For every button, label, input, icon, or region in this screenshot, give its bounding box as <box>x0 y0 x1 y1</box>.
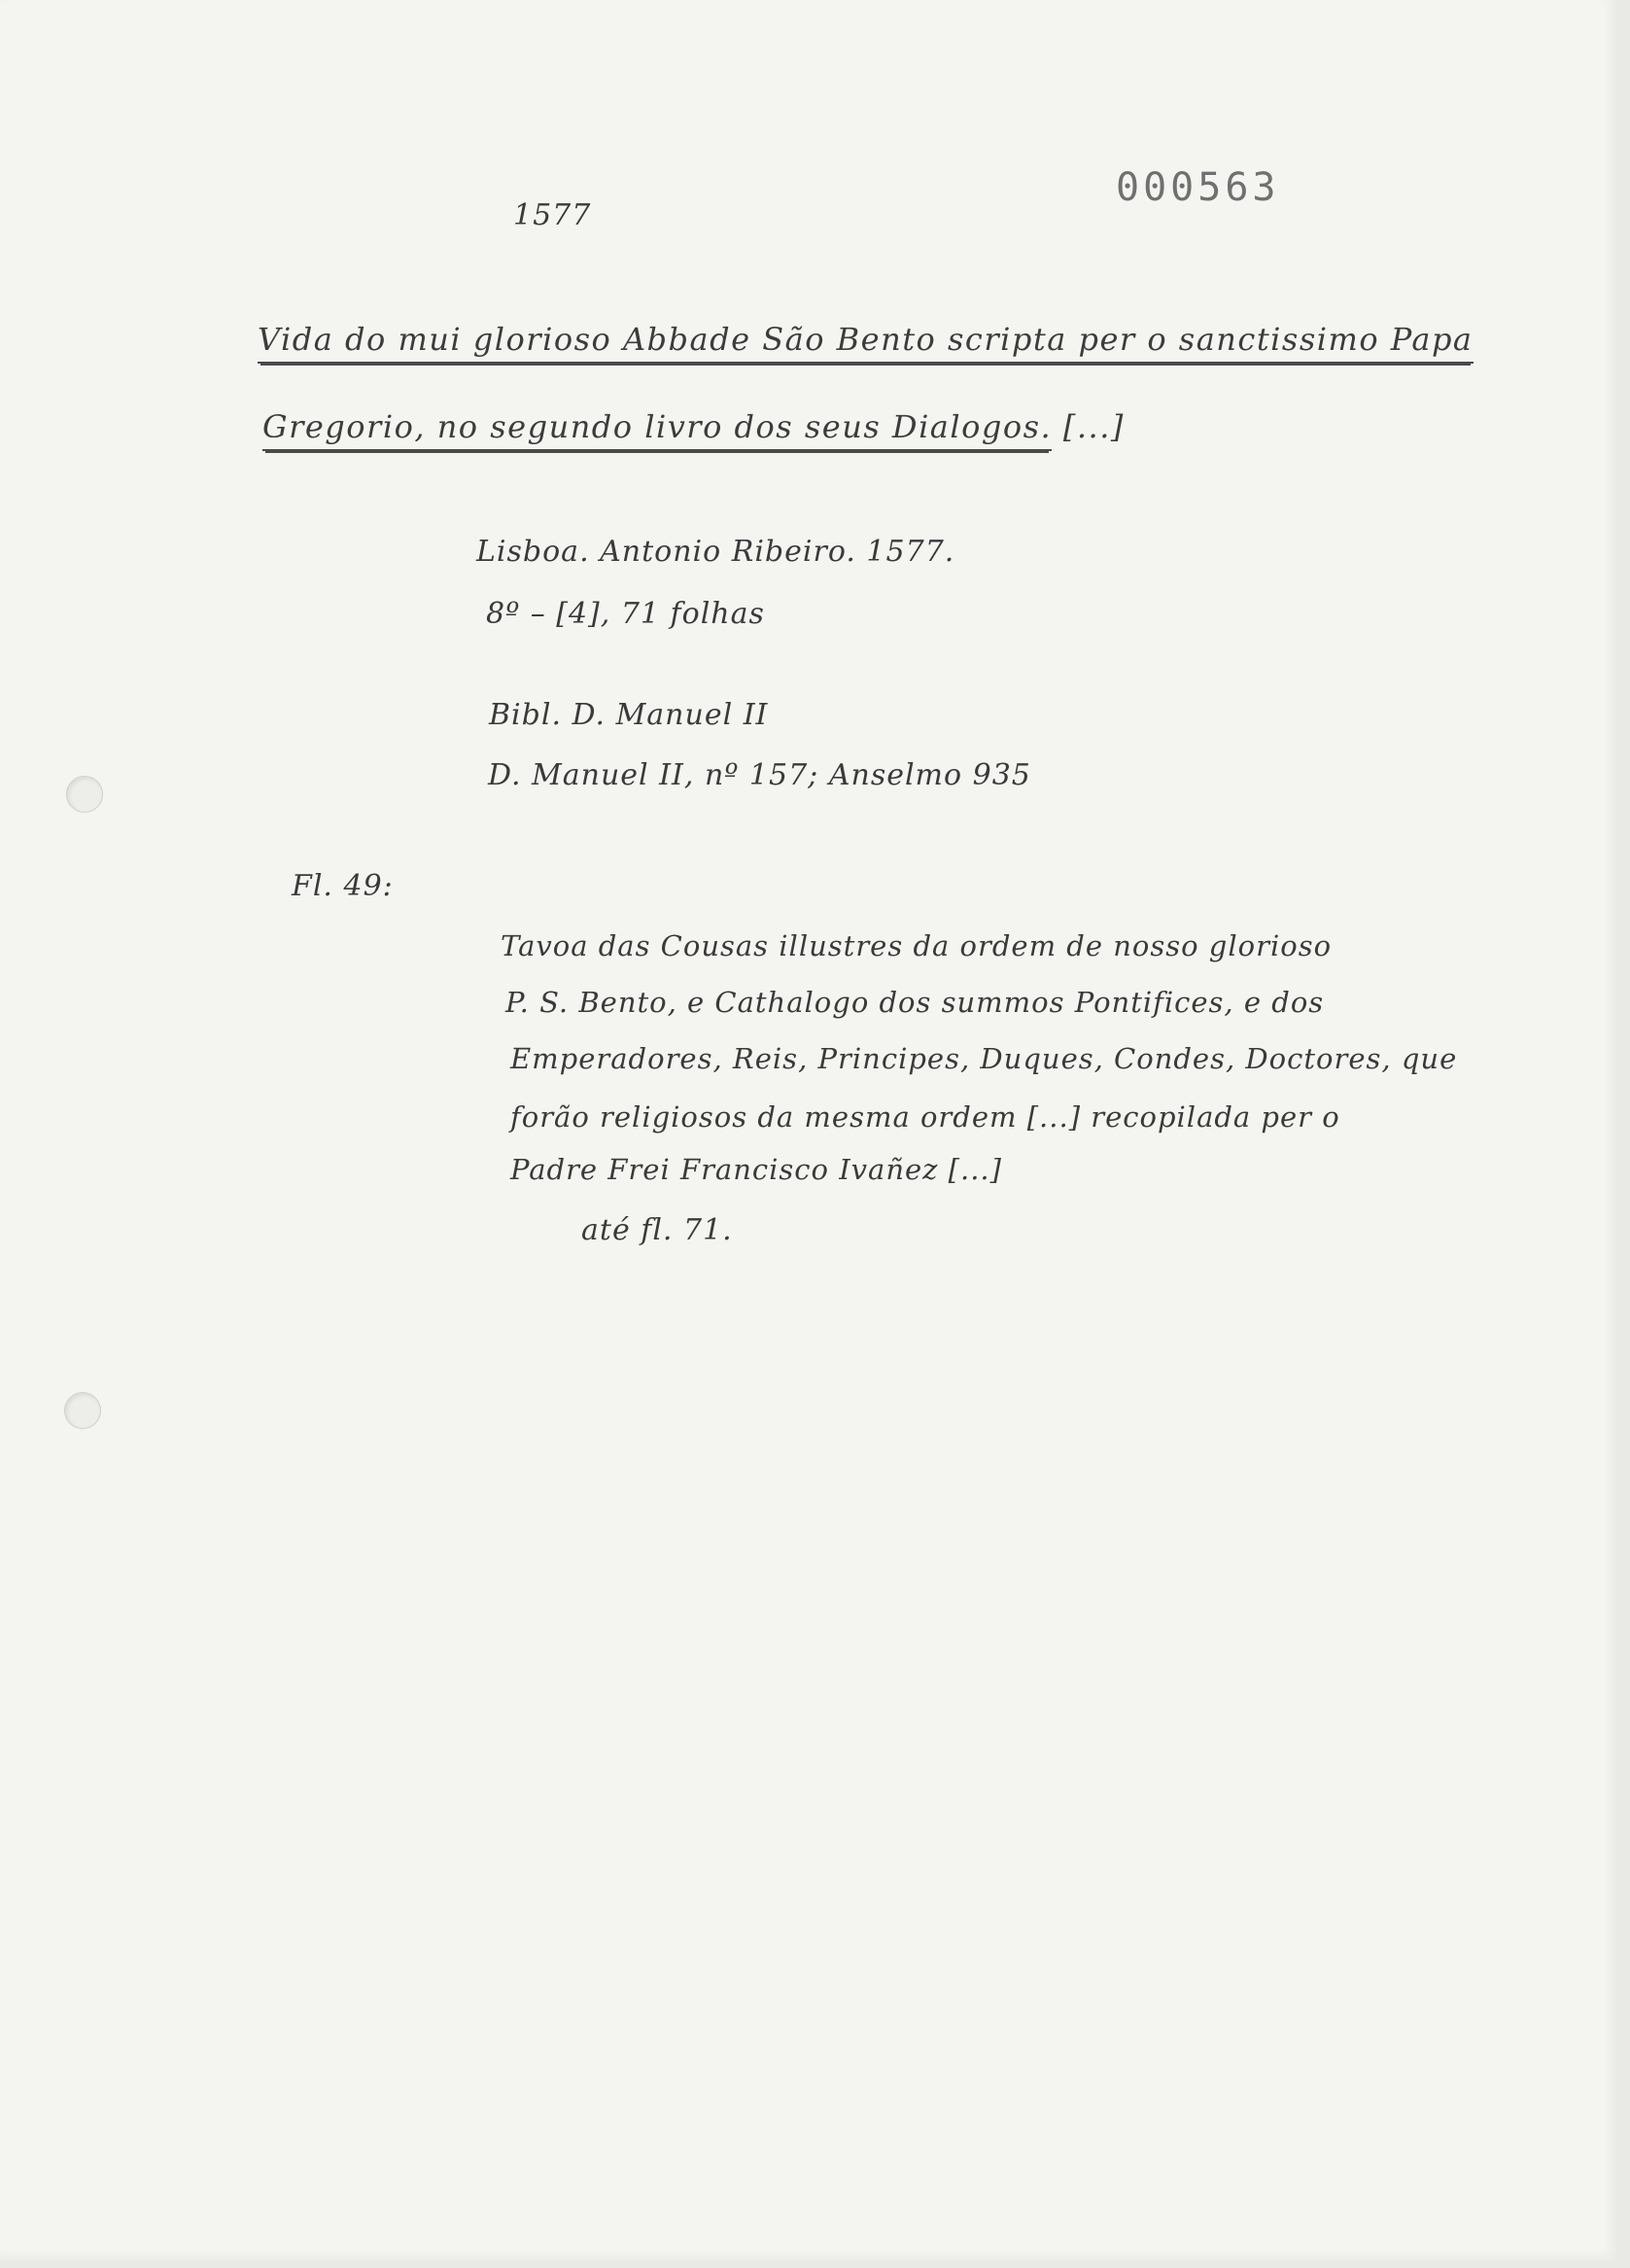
note-line-3: Emperadores, Reis, Principes, Duques, Condes, Doctores, que <box>510 1042 1458 1075</box>
note-line-4: forão religiosos da mesma ordem [...] recopilada per o <box>510 1100 1340 1134</box>
punch-hole-bottom <box>64 1392 101 1429</box>
format-line: 8º – [4], 71 folhas <box>486 597 765 631</box>
title-line-2-ellipsis: [...] <box>1052 408 1125 445</box>
library-reference: D. Manuel II, nº 157; Anselmo 935 <box>488 758 1031 792</box>
title-line-2-text: Gregorio, no segundo livro dos seus Dialogos. <box>262 408 1052 451</box>
library-holding: Bibl. D. Manuel II <box>489 698 769 732</box>
note-line-2: P. S. Bento, e Cathalogo dos summos Pontifices, e dos <box>505 986 1325 1019</box>
note-ending: até fl. 71. <box>581 1213 733 1247</box>
title-line-2 <box>262 408 1125 451</box>
year-heading: 1577 <box>513 198 592 232</box>
note-line-5: Padre Frei Francisco Ivañez [...] <box>510 1153 1002 1186</box>
note-line-1: Tavoa das Cousas illustres da ordem de nosso glorioso <box>501 929 1333 962</box>
title-line-1 <box>258 321 1474 364</box>
folio-label: Fl. 49: <box>292 869 394 903</box>
punch-hole-top <box>66 776 103 813</box>
imprint-line: Lisboa. Antonio Ribeiro. 1577. <box>476 535 955 569</box>
stamp-number: 000563 <box>1116 165 1280 210</box>
title-line-1-text: Vida do mui glorioso Abbade São Bento scripta per o sanctissimo Papa <box>258 321 1474 364</box>
